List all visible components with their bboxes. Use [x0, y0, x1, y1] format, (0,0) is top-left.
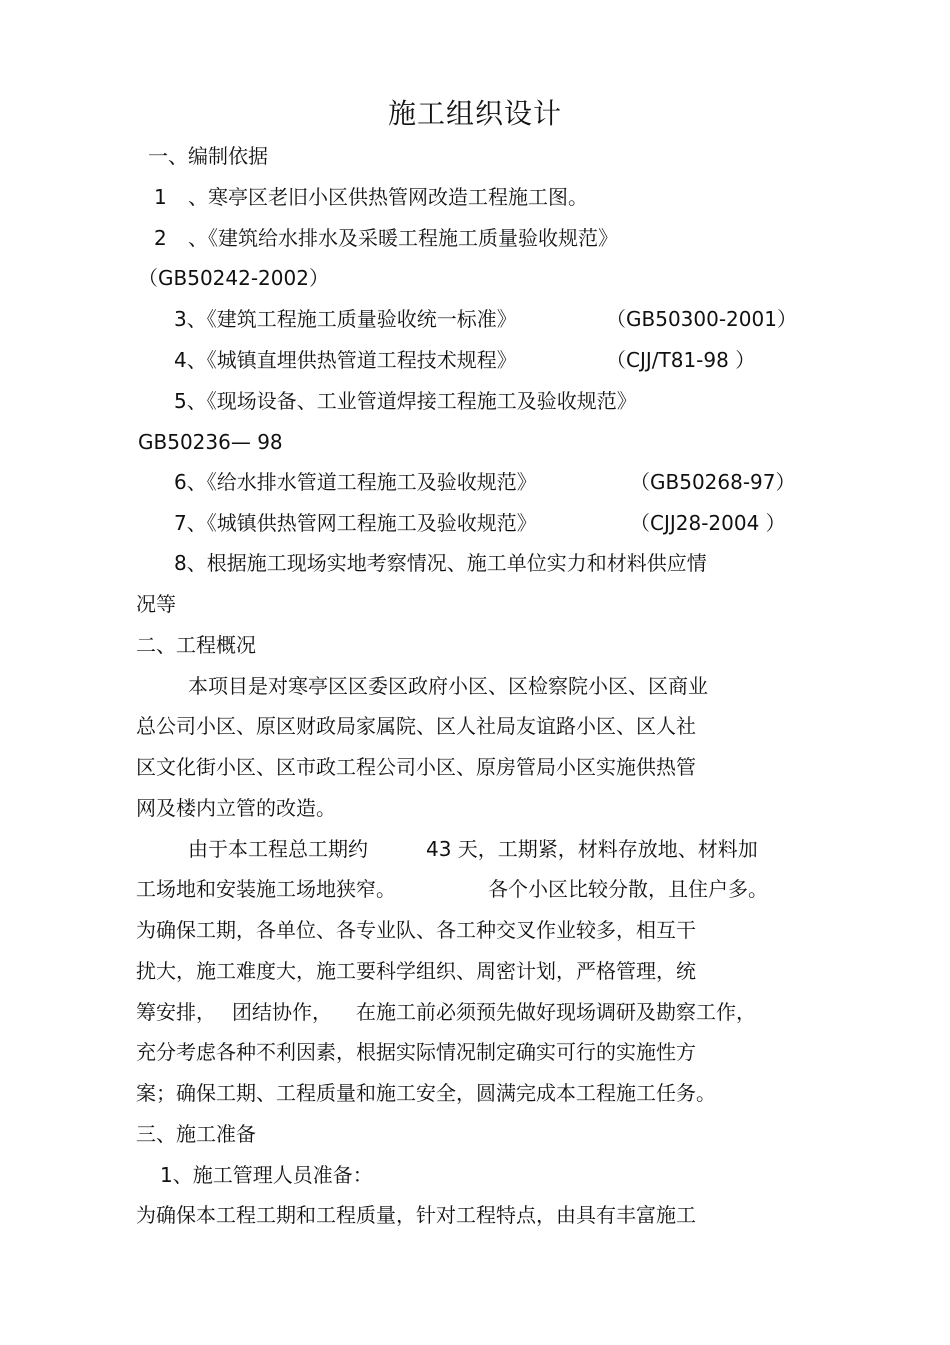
paragraph-line: 充分考虑各种不利因素，根据实际情况制定确实可行的实施性方	[136, 1040, 696, 1064]
item-2-text: 、《建筑给水排水及采暖工程施工质量验收规范》	[188, 226, 618, 250]
section-heading-1: 一、编制依据	[148, 144, 268, 168]
paragraph-line: 工场地和安装施工场地狭窄。	[136, 877, 396, 901]
item-8-continuation: 况等	[136, 592, 176, 616]
item-5-code: GB50236— 98	[138, 430, 283, 454]
item-7-code: （CJJ28-2004 ）	[630, 511, 786, 535]
item-6-text: 6、《给水排水管道工程施工及验收规范》	[174, 470, 537, 494]
document-title: 施工组织设计	[387, 97, 562, 130]
paragraph-line: 网及楼内立管的改造。	[136, 796, 336, 820]
section-heading-3: 三、施工准备	[136, 1122, 256, 1146]
paragraph-line: 在施工前必须预先做好现场调研及勘察工作，	[356, 1000, 756, 1024]
item-7-text: 7、《城镇供热管网工程施工及验收规范》	[174, 511, 537, 535]
paragraph-line: 案；确保工期、工程质量和施工安全，圆满完成本工程施工任务。	[136, 1081, 716, 1105]
paragraph-line: 为确保工期，各单位、各专业队、各工种交叉作业较多，相互干	[136, 918, 696, 942]
item-4-code: （CJJ/T81-98 ）	[606, 348, 756, 372]
section-heading-2: 二、工程概况	[136, 633, 256, 657]
item-5-text: 5、《现场设备、工业管道焊接工程施工及验收规范》	[174, 389, 637, 413]
paragraph-line: 区文化街小区、区市政工程公司小区、原房管局小区实施供热管	[136, 755, 696, 779]
item-4-text: 4、《城镇直埋供热管道工程技术规程》	[174, 348, 517, 372]
paragraph-line: 筹安排，	[136, 1000, 216, 1024]
paragraph-line: 扰大，施工难度大，施工要科学组织、周密计划，严格管理，统	[136, 959, 696, 983]
paragraph-line: 总公司小区、原区财政局家属院、区人社局友谊路小区、区人社	[136, 714, 696, 738]
item-2-code: （GB50242-2002）	[138, 266, 329, 290]
item-3-text: 3、《建筑工程施工质量验收统一标准》	[174, 307, 517, 331]
item-1-number: 1	[154, 185, 167, 209]
subheading-1: 1、施工管理人员准备：	[160, 1163, 373, 1187]
paragraph-line: 由于本工程总工期约	[188, 837, 368, 861]
item-6-code: （GB50268-97）	[630, 470, 796, 494]
item-2-number: 2	[154, 226, 167, 250]
paragraph-line: 43 天，工期紧，材料存放地、材料加	[426, 837, 758, 861]
paragraph-line: 为确保本工程工期和工程质量，针对工程特点，由具有丰富施工	[136, 1203, 696, 1227]
paragraph-line: 本项目是对寒亭区区委区政府小区、区检察院小区、区商业	[188, 674, 708, 698]
item-3-code: （GB50300-2001）	[606, 307, 797, 331]
paragraph-line: 各个小区比较分散，且住户多。	[488, 877, 768, 901]
item-1-text: 、寒亭区老旧小区供热管网改造工程施工图。	[188, 185, 588, 209]
paragraph-line: 团结协作，	[232, 1000, 332, 1024]
item-8-text: 8、根据施工现场实地考察情况、施工单位实力和材料供应情	[174, 551, 707, 575]
